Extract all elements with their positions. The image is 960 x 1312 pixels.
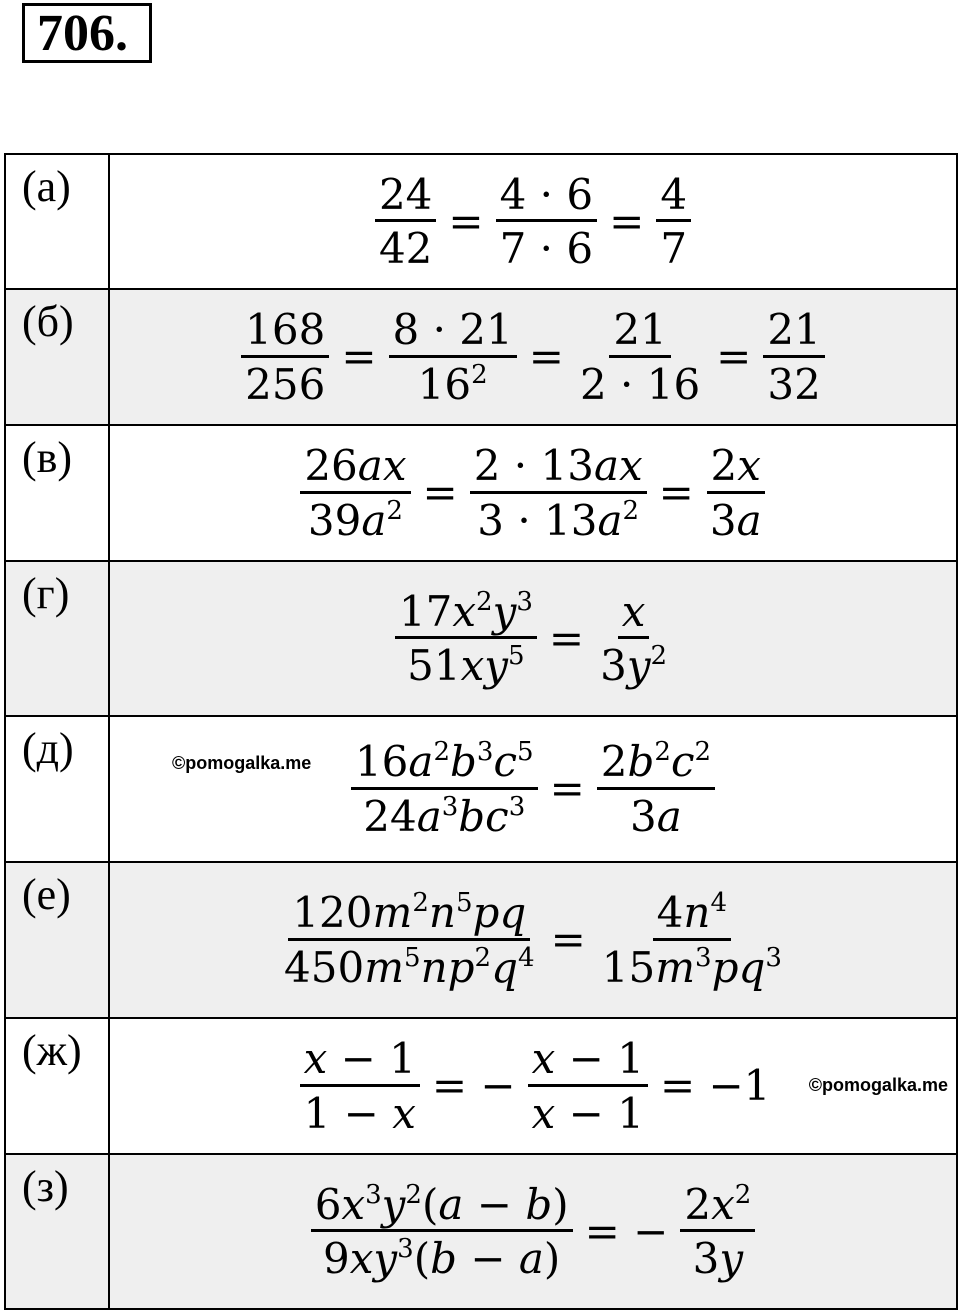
row-label: (б): [5, 289, 109, 425]
problem-number-box: [22, 3, 152, 63]
row-g: [5, 561, 957, 716]
row-label: (д): [5, 716, 109, 862]
math-cell: [109, 425, 957, 561]
equation: $\frac{120m^2n^5pq}{450m^5np^2q^4}$ = $\frac{4n^4}{15m^3pq^3}$: [284, 888, 782, 992]
math-cell: [109, 716, 957, 862]
row-label: (в): [5, 425, 109, 561]
row-v: [5, 425, 957, 561]
row-label: (а): [5, 154, 109, 289]
equation: $\frac{17x^2y^3}{51xy^5}$ = $\frac{x}{3y^2}$: [387, 589, 679, 689]
row-a: [5, 154, 957, 289]
row-e: [5, 862, 957, 1018]
equation: $\frac{6x^3y^2(a - b)}{9xy^3(b - a)}$ = − $\frac{2x^2}{3y}$: [303, 1182, 764, 1282]
watermark: ©pomogalka.me: [808, 1075, 948, 1095]
row-label: (г): [5, 561, 109, 716]
row-b: [5, 289, 957, 425]
row-label: (ж): [5, 1018, 109, 1154]
math-cell: [109, 862, 957, 1018]
equation: $\frac{24}{42}$ = $\frac{4 \cdot 6}{7 \cdot 6}$ = $\frac{4}{7}$: [367, 172, 699, 272]
row-label: (е): [5, 862, 109, 1018]
math-cell: [109, 154, 957, 289]
row-d: [5, 716, 957, 862]
math-cell: [109, 561, 957, 716]
equation: $\frac{16a^2b^3c^5}{24a^3bc^3}$ = $\frac{2b^2c^2}{3a}$: [343, 739, 723, 839]
problem-number: 706.: [37, 5, 128, 62]
solutions-table: [4, 153, 958, 1310]
math-cell: [109, 1018, 957, 1154]
watermark: ©pomogalka.me: [172, 753, 312, 773]
row-zh: [5, 1018, 957, 1154]
equation: $\frac{168}{256}$ = $\frac{8 \cdot 21}{16^2}$ = $\frac{21}{2 \cdot 16}$ = $\frac{21}{32}$: [233, 307, 833, 407]
equation: $\frac{x - 1}{1 - x}$ = − $\frac{x - 1}{x - 1}$ = −1: [292, 1036, 775, 1136]
row-z: [5, 1154, 957, 1309]
row-label: (з): [5, 1154, 109, 1309]
equation: $\frac{26ax}{39a^2}$ = $\frac{2 \cdot 13ax}{3 \cdot 13a^2}$ = $\frac{2x}{3a}$: [292, 443, 773, 543]
math-cell: [109, 289, 957, 425]
math-cell: [109, 1154, 957, 1309]
